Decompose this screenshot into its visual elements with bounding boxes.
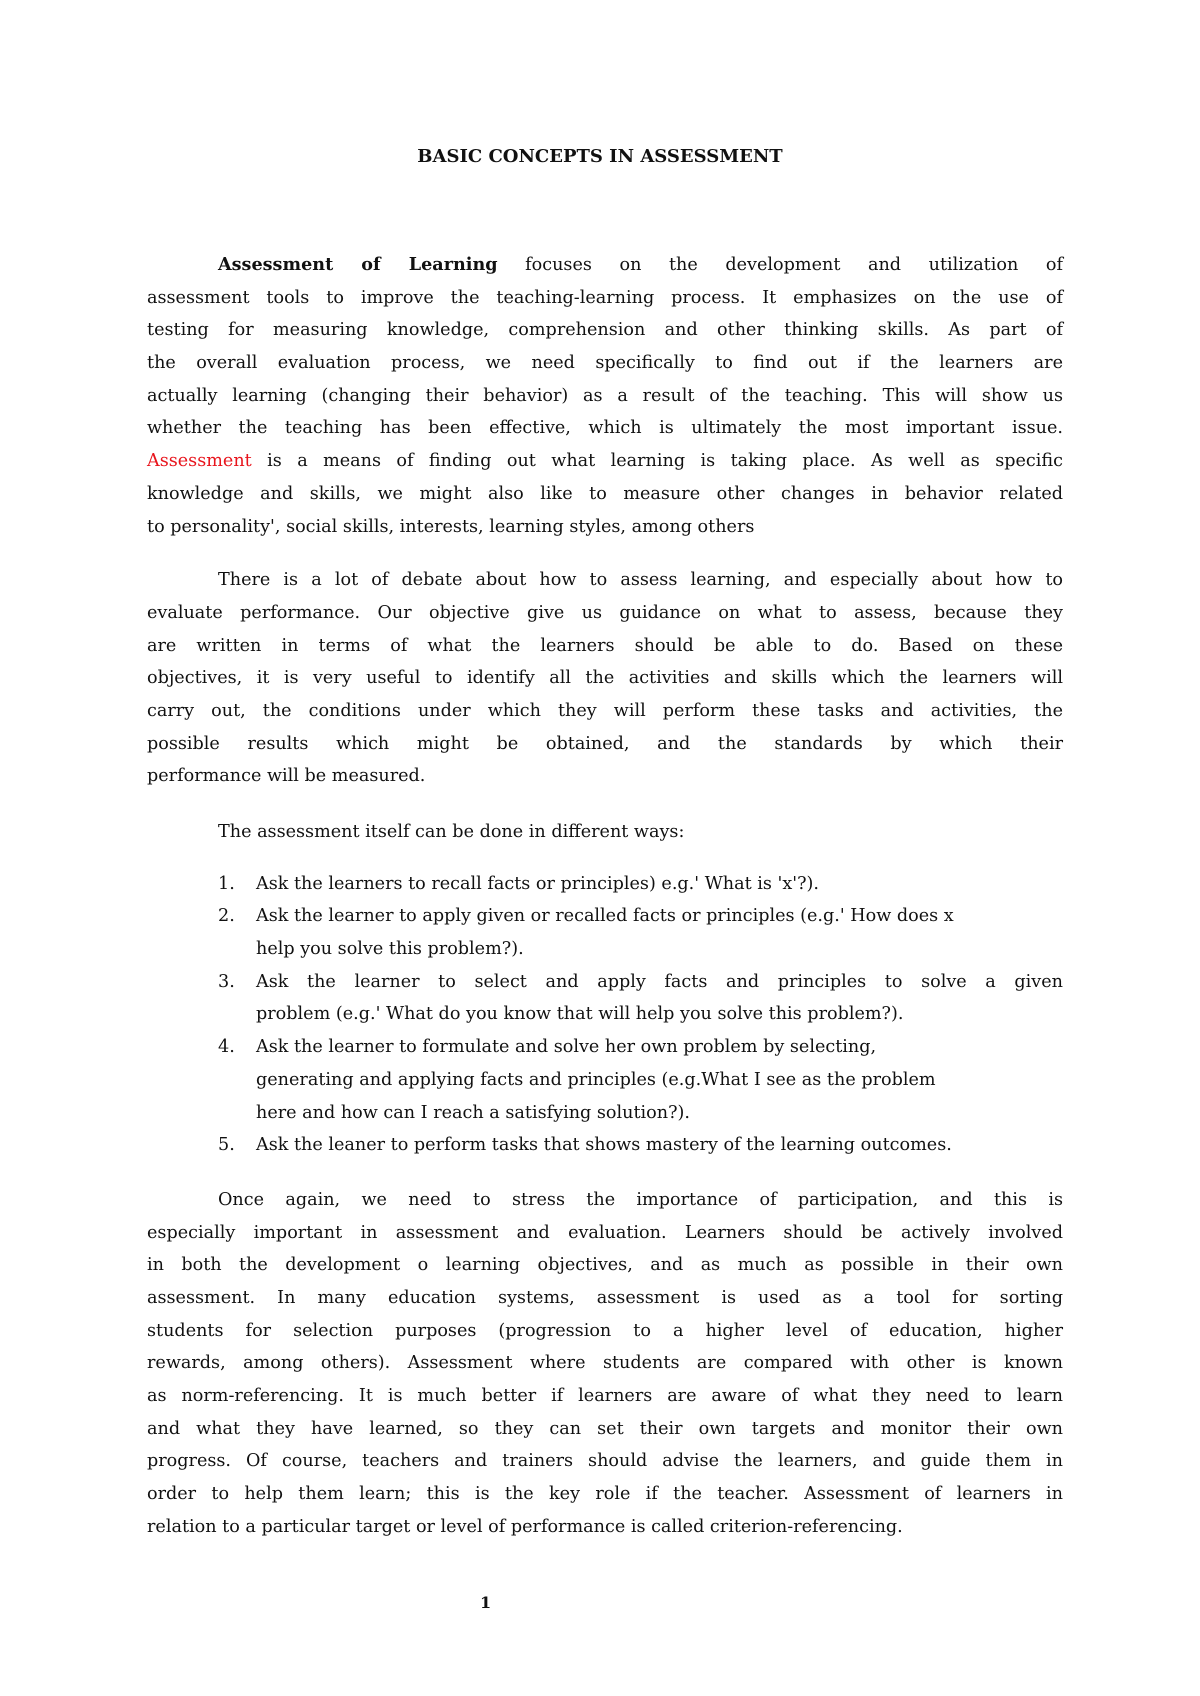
text-line: here and how can I reach a satisfying solution?).	[256, 1102, 690, 1123]
text-line: Ask the leaner to perform tasks that shows mastery of the learning outcomes.	[256, 1135, 952, 1156]
text-line: help you solve this problem?).	[256, 939, 524, 960]
paragraph-participation	[147, 1184, 1063, 1544]
text-line: possible results which might be obtained, and the standards by which their	[147, 733, 1063, 754]
text-line: Ask the learner to formulate and solve her own problem by selecting,	[256, 1037, 877, 1058]
text-line: rewards, among others). Assessment where students are compared with other is known	[147, 1353, 1063, 1374]
list-item	[147, 1031, 1063, 1129]
text-line: to personality', social skills, interests, learning styles, among others	[147, 516, 755, 537]
document-body	[147, 249, 1063, 1543]
list-number: 5.	[218, 1135, 235, 1156]
text-line: relation to a particular target or level of performance is called criterion-referencing.	[147, 1516, 903, 1537]
text-line: assessment tools to improve the teaching-learning process. It emphasizes on the use of	[147, 287, 1063, 308]
text-line: Ask the learner to apply given or recalled facts or principles (e.g.' How does x	[256, 906, 954, 927]
document-title: BASIC CONCEPTS IN ASSESSMENT	[417, 146, 783, 167]
list-item	[147, 966, 1063, 1031]
text-line: problem (e.g.' What do you know that will help you solve this problem?).	[256, 1004, 904, 1025]
text-line: The assessment itself can be done in different ways:	[218, 822, 685, 842]
text-line: generating and applying facts and principles (e.g.What I see as the problem	[256, 1069, 936, 1090]
text-line: evaluate performance. Our objective give us guidance on what to assess, because they	[147, 602, 1063, 623]
paragraph-debate	[147, 564, 1063, 793]
list-intro	[147, 816, 1063, 849]
list-item	[147, 900, 1063, 965]
text-line: actually learning (changing their behavior) as a result of the teaching. This will show us	[147, 385, 1063, 406]
bold-term: Assessment of Learning	[218, 254, 498, 275]
text-line: are written in terms of what the learners should be able to do. Based on these	[147, 635, 1063, 656]
text-span: is a means of finding out what learning is taking place. As well as specific	[251, 451, 1063, 472]
text-line: order to help them learn; this is the key role if the teacher. Assessment of learners in	[147, 1484, 1063, 1505]
text-line: Ask the learner to select and apply facts and principles to solve a given	[256, 971, 1063, 992]
highlighted-term: Assessment	[147, 451, 252, 472]
list-item	[147, 868, 1063, 901]
text-line: There is a lot of debate about how to assess learning, and especially about how to	[218, 570, 1063, 591]
text-line: especially important in assessment and evaluation. Learners should be actively involved	[147, 1222, 1063, 1243]
list-item	[147, 1129, 1063, 1162]
text-line: as norm-referencing. It is much better if learners are aware of what they need to learn	[147, 1386, 1063, 1407]
text-line: in both the development o learning objectives, and as much as possible in their own	[147, 1255, 1063, 1276]
text-line: the overall evaluation process, we need specifically to find out if the learners are	[147, 353, 1063, 374]
text-line: assessment. In many education systems, assessment is used as a tool for sorting	[147, 1287, 1063, 1308]
text-span: focuses on the development and utilization of	[497, 255, 1063, 275]
text-line: progress. Of course, teachers and trainers should advise the learners, and guide them in	[147, 1451, 1063, 1472]
text-line: whether the teaching has been effective, which is ultimately the most important issue.	[147, 418, 1063, 439]
list-number: 2.	[218, 906, 235, 927]
paragraph-assessment-of-learning	[147, 249, 1063, 543]
text-line: Once again, we need to stress the importance of participation, and this is	[218, 1189, 1063, 1210]
text-line: performance will be measured.	[147, 766, 426, 787]
text-line: carry out, the conditions under which they will perform these tasks and activities, the	[147, 700, 1063, 721]
text-line: and what they have learned, so they can set their own targets and monitor their own	[147, 1418, 1063, 1439]
text-line	[147, 249, 1063, 282]
page-number: 1	[480, 1593, 492, 1612]
text-line: Ask the learners to recall facts or principles) e.g.' What is 'x'?).	[256, 873, 819, 894]
text-line: objectives, it is very useful to identify all the activities and skills which the learners will	[147, 668, 1063, 689]
list-number: 4.	[218, 1037, 235, 1058]
text-line: students for selection purposes (progression to a higher level of education, higher	[147, 1320, 1063, 1341]
list-number: 3.	[218, 971, 235, 992]
text-line: knowledge and skills, we might also like to measure other changes in behavior related	[147, 483, 1063, 504]
text-line	[147, 445, 1063, 478]
numbered-list	[147, 868, 1063, 1162]
list-number: 1.	[218, 873, 235, 894]
text-line: testing for measuring knowledge, comprehension and other thinking skills. As part of	[147, 320, 1063, 341]
